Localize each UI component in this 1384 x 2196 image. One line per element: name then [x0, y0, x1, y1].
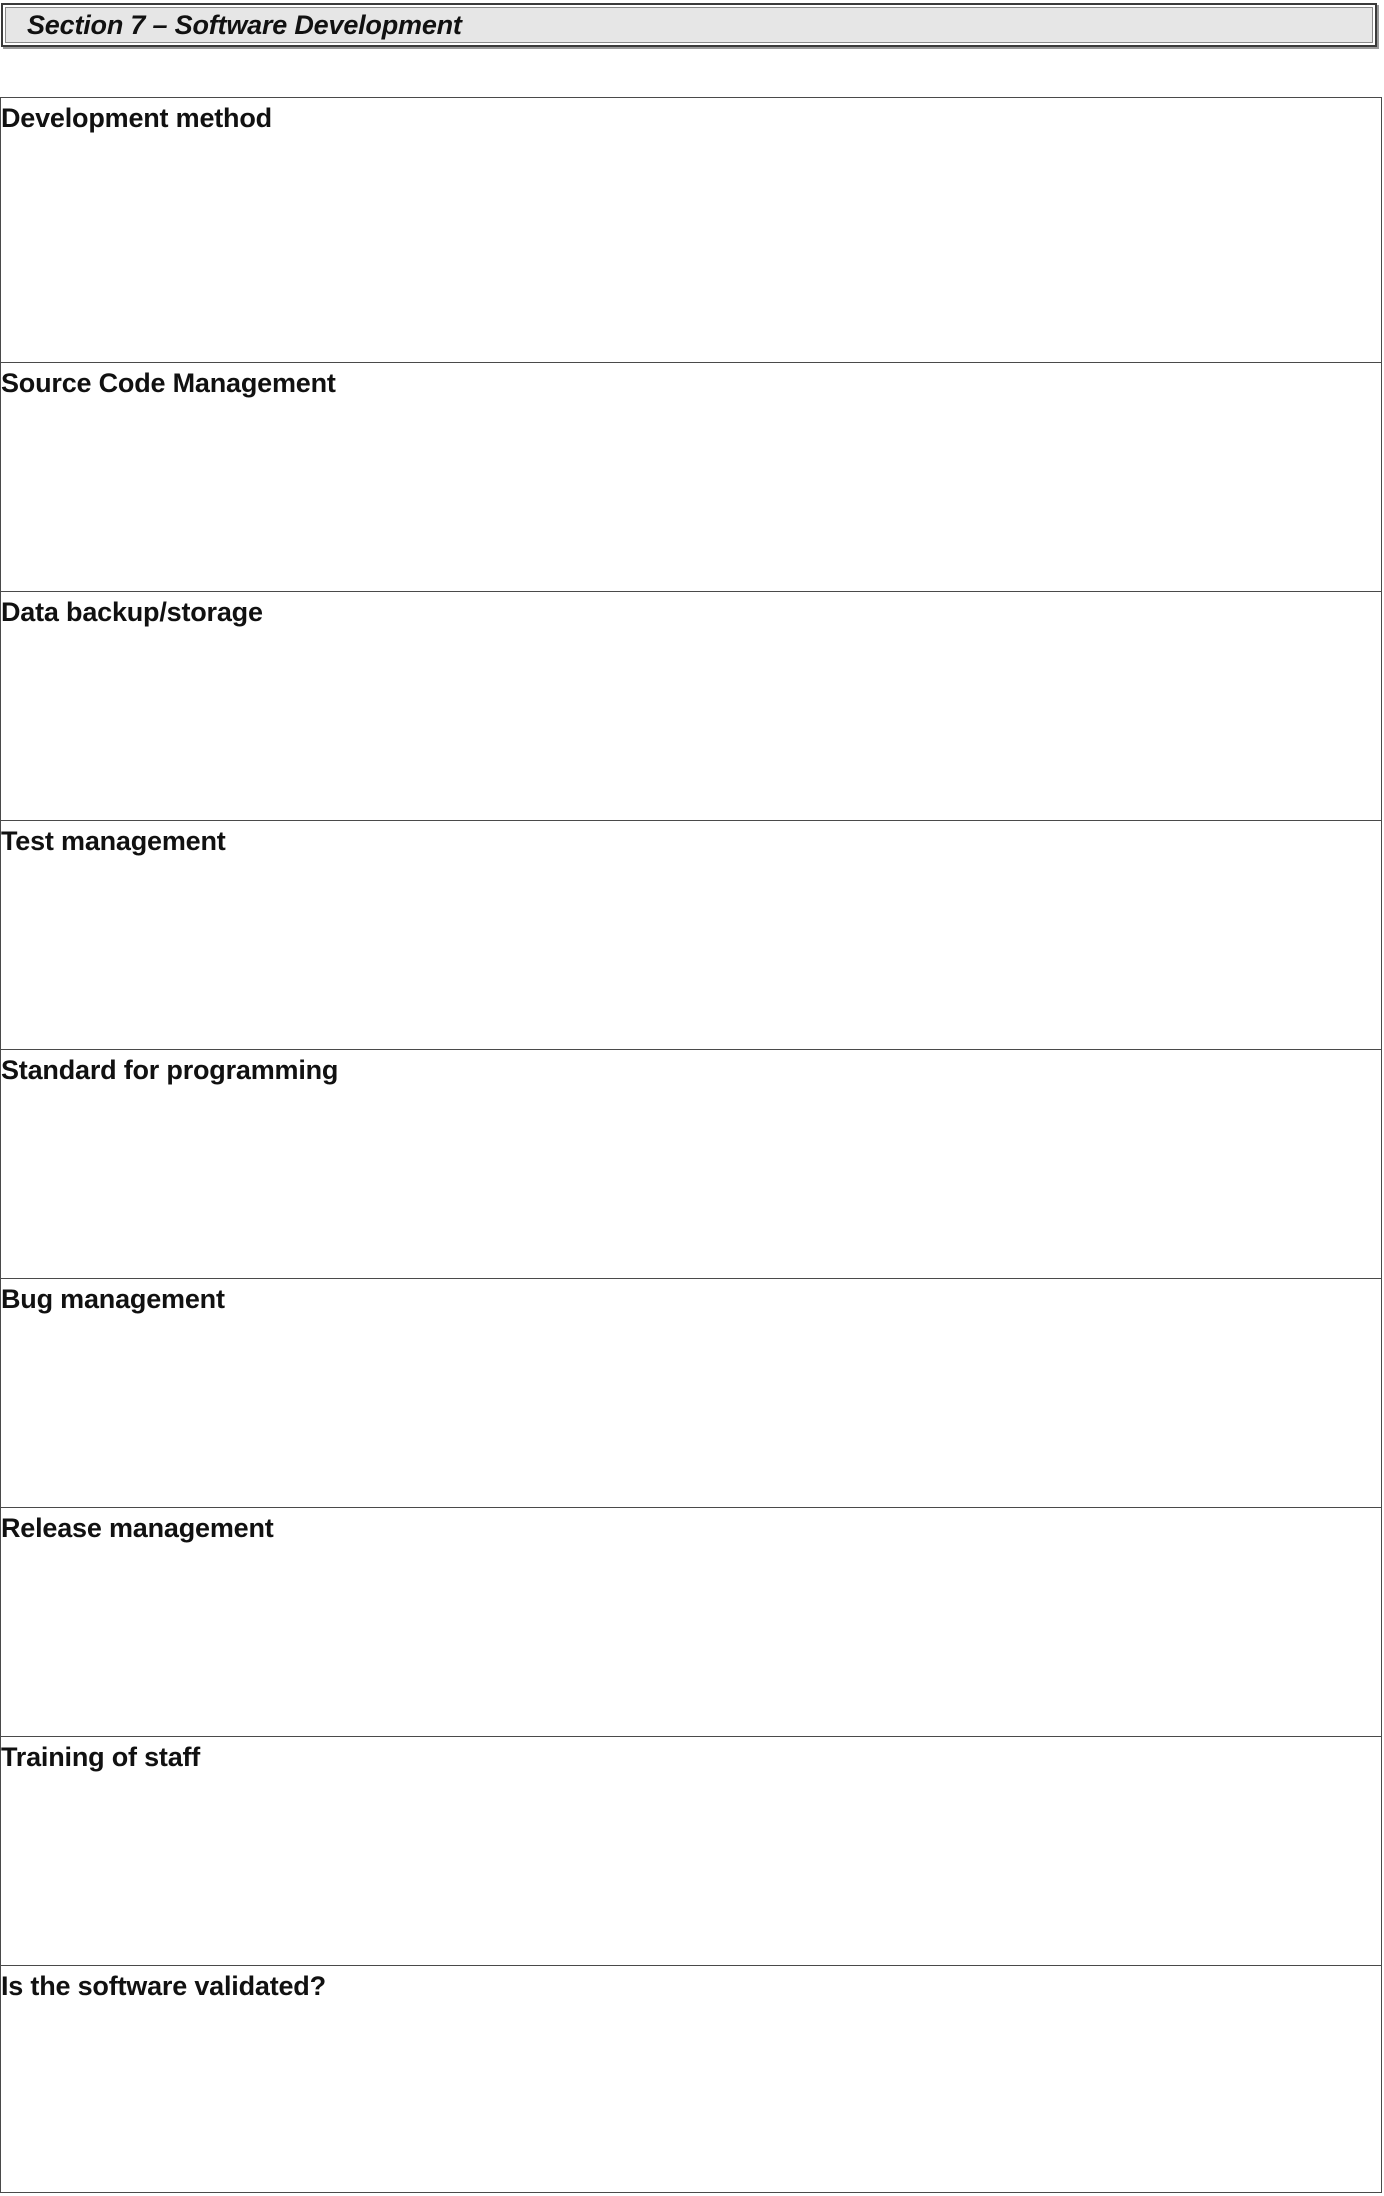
field-label: Training of staff [1, 1742, 201, 1772]
training-of-staff-field[interactable] [1, 1737, 1382, 1966]
field-label: Development method [1, 103, 272, 133]
form-row-bug-management [1, 1279, 1382, 1508]
source-code-management-field[interactable] [1, 363, 1382, 592]
section-title: Section 7 – Software Development [27, 9, 462, 40]
bug-management-field[interactable] [1, 1279, 1382, 1508]
software-development-form [0, 97, 1382, 2193]
field-label: Bug management [1, 1284, 225, 1314]
development-method-field[interactable] [1, 98, 1382, 363]
field-label: Data backup/storage [1, 597, 263, 627]
field-label: Release management [1, 1513, 274, 1543]
form-row-standard-for-programming [1, 1050, 1382, 1279]
section-header [1, 3, 1377, 47]
data-backup-storage-field[interactable] [1, 592, 1382, 821]
form-row-development-method [1, 98, 1382, 363]
form-row-source-code-management [1, 363, 1382, 592]
form-row-test-management [1, 821, 1382, 1050]
standard-for-programming-field[interactable] [1, 1050, 1382, 1279]
software-validated-field[interactable] [1, 1966, 1382, 2193]
form-row-training-of-staff [1, 1737, 1382, 1966]
field-label: Is the software validated? [1, 1971, 326, 2001]
test-management-field[interactable] [1, 821, 1382, 1050]
field-label: Source Code Management [1, 368, 336, 398]
form-row-release-management [1, 1508, 1382, 1737]
field-label: Test management [1, 826, 226, 856]
field-label: Standard for programming [1, 1055, 339, 1085]
form-row-data-backup-storage [1, 592, 1382, 821]
form-row-software-validated [1, 1966, 1382, 2193]
release-management-field[interactable] [1, 1508, 1382, 1737]
